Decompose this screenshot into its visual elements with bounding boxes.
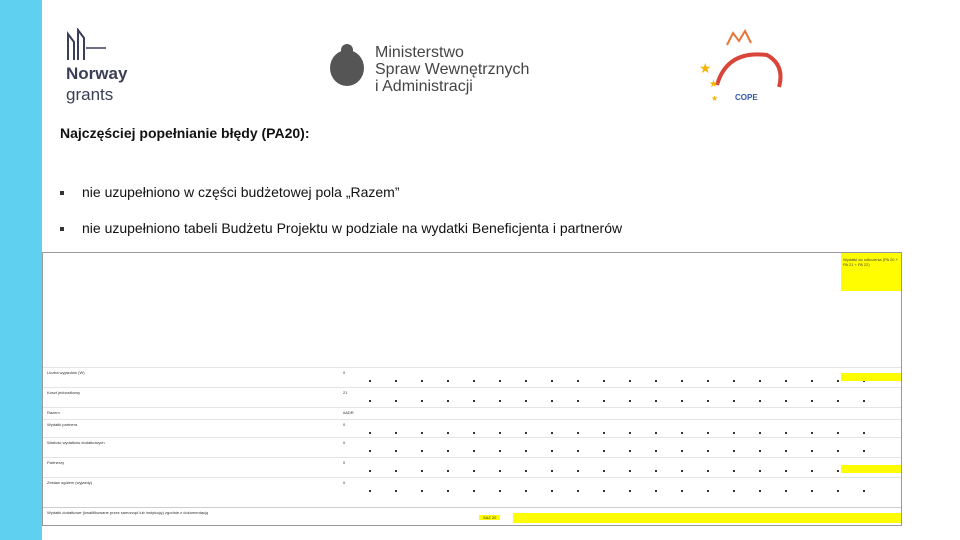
table-row: Wydatki partnera 0 xyxy=(43,419,901,430)
cell-marker xyxy=(759,450,761,452)
cell-marker xyxy=(473,432,475,434)
cell-marker xyxy=(681,450,683,452)
cell-marker xyxy=(421,400,423,402)
ministry-name: Ministerstwo Spraw Wewnętrznych i Administracji xyxy=(375,44,530,95)
table-row: Wartość wydatków dodatkowych 0 xyxy=(43,437,901,448)
cell-marker xyxy=(499,470,501,472)
svg-text:★: ★ xyxy=(711,94,719,103)
cell-marker xyxy=(395,380,397,382)
table-row: Liczba wyjazdów (W) 0 xyxy=(43,367,901,378)
cell-marker xyxy=(447,450,449,452)
cell-marker xyxy=(655,400,657,402)
cell-marker xyxy=(811,490,813,492)
cope-logo xyxy=(697,25,797,115)
cell-marker xyxy=(499,380,501,382)
eagle-emblem-icon xyxy=(327,40,367,90)
norway-logo-text: Norway xyxy=(66,64,128,83)
cell-marker xyxy=(733,400,735,402)
cell-marker xyxy=(577,470,579,472)
cell-marker xyxy=(369,432,371,434)
cell-marker xyxy=(369,490,371,492)
table-row: Razem #ADR xyxy=(43,407,901,418)
cell-marker xyxy=(811,400,813,402)
cell-marker xyxy=(577,432,579,434)
cell-marker xyxy=(655,450,657,452)
cell-marker xyxy=(395,432,397,434)
cell-marker xyxy=(421,470,423,472)
cell-marker xyxy=(681,380,683,382)
cell-marker xyxy=(629,432,631,434)
sheet-sidenote: Wydatki do odliczenia (PA 20 + PA 21 + PA 22) xyxy=(841,253,901,291)
cell-marker xyxy=(395,450,397,452)
cell-marker xyxy=(551,400,553,402)
cell-marker xyxy=(655,432,657,434)
cell-marker xyxy=(759,380,761,382)
cell-marker xyxy=(733,380,735,382)
cope-label: COPE xyxy=(735,93,758,102)
cell-marker xyxy=(837,470,839,472)
cell-marker xyxy=(785,432,787,434)
cell-marker xyxy=(655,470,657,472)
cell-marker xyxy=(863,490,865,492)
cell-marker xyxy=(447,380,449,382)
cell-marker xyxy=(733,470,735,472)
cell-marker xyxy=(421,380,423,382)
cell-marker xyxy=(629,470,631,472)
svg-text:★: ★ xyxy=(699,60,712,76)
cell-marker xyxy=(395,400,397,402)
cell-marker xyxy=(473,490,475,492)
cell-marker xyxy=(785,380,787,382)
cell-marker xyxy=(707,450,709,452)
cell-marker xyxy=(421,432,423,434)
cell-marker xyxy=(603,470,605,472)
table-row: Partnerzy 0 xyxy=(43,457,901,468)
cell-marker xyxy=(759,400,761,402)
svg-text:★: ★ xyxy=(709,79,718,90)
bullet-item: nie uzupełniono w części budżetowej pola „Razem” xyxy=(60,184,400,200)
ministry-logo xyxy=(327,40,567,100)
cell-marker xyxy=(447,432,449,434)
cell-marker xyxy=(551,490,553,492)
cell-marker xyxy=(369,450,371,452)
cell-marker xyxy=(759,490,761,492)
cell-marker xyxy=(863,450,865,452)
cell-marker xyxy=(447,400,449,402)
cell-marker xyxy=(421,490,423,492)
cell-marker xyxy=(577,450,579,452)
bullet-icon xyxy=(60,191,64,195)
cell-marker xyxy=(603,400,605,402)
cell-marker xyxy=(759,470,761,472)
cell-marker xyxy=(525,432,527,434)
table-row: Koszt jednostkowy 21 xyxy=(43,387,901,398)
cell-marker xyxy=(733,450,735,452)
cell-marker xyxy=(551,432,553,434)
cell-marker xyxy=(577,490,579,492)
cell-marker xyxy=(629,490,631,492)
bullet-icon xyxy=(60,227,64,231)
cell-marker xyxy=(785,450,787,452)
cell-marker xyxy=(421,450,423,452)
cell-marker xyxy=(525,380,527,382)
cell-marker xyxy=(785,470,787,472)
cell-marker xyxy=(369,380,371,382)
cell-marker xyxy=(785,400,787,402)
cell-marker xyxy=(395,470,397,472)
norway-grants-icon xyxy=(66,28,106,62)
cell-marker xyxy=(525,470,527,472)
table-row: Zestaw ogółem (wyjazdy) 0 xyxy=(43,477,901,488)
cell-marker xyxy=(473,470,475,472)
cell-marker xyxy=(473,450,475,452)
cell-marker xyxy=(837,400,839,402)
cell-marker xyxy=(707,432,709,434)
cell-marker xyxy=(525,450,527,452)
cell-marker xyxy=(655,380,657,382)
cell-marker xyxy=(811,470,813,472)
cell-marker xyxy=(811,432,813,434)
cell-marker xyxy=(525,400,527,402)
cell-marker xyxy=(603,432,605,434)
cell-marker xyxy=(369,470,371,472)
cell-marker xyxy=(499,400,501,402)
cell-marker xyxy=(837,490,839,492)
cell-marker xyxy=(577,380,579,382)
cell-marker xyxy=(681,470,683,472)
cell-marker xyxy=(837,432,839,434)
highlight-cell xyxy=(841,465,901,473)
cell-marker xyxy=(785,490,787,492)
cell-marker xyxy=(473,380,475,382)
cell-marker xyxy=(603,450,605,452)
cell-marker xyxy=(655,490,657,492)
cell-marker xyxy=(525,490,527,492)
logo-header xyxy=(42,0,960,120)
grants-logo-text: grants xyxy=(66,85,114,104)
cell-marker xyxy=(629,400,631,402)
cell-marker xyxy=(863,400,865,402)
cell-marker xyxy=(629,450,631,452)
cell-marker xyxy=(837,380,839,382)
cell-marker xyxy=(395,490,397,492)
cell-marker xyxy=(603,490,605,492)
cell-marker xyxy=(707,470,709,472)
cell-marker xyxy=(629,380,631,382)
cell-marker xyxy=(551,470,553,472)
table-footer-row: Wydatki dodatkowe (kwalifikowane przez samorząd lub instytucję) zgodnie z dokumentacją xyxy=(43,507,901,518)
cell-marker xyxy=(811,450,813,452)
bullet-item: nie uzupełniono tabeli Budżetu Projektu w podziale na wydatki Beneficjenta i partnerów xyxy=(60,220,622,236)
budget-spreadsheet-screenshot xyxy=(42,252,902,526)
cell-marker xyxy=(447,470,449,472)
cell-marker xyxy=(707,490,709,492)
highlight-cell xyxy=(841,373,901,381)
norway-grants-logo xyxy=(66,28,156,108)
cell-marker xyxy=(707,380,709,382)
cell-marker xyxy=(863,432,865,434)
cell-marker xyxy=(499,450,501,452)
cell-marker xyxy=(681,432,683,434)
cell-marker xyxy=(577,400,579,402)
cell-marker xyxy=(551,380,553,382)
cell-marker xyxy=(733,432,735,434)
total-label: SAZ 20 xyxy=(479,515,500,520)
cell-marker xyxy=(473,400,475,402)
cell-marker xyxy=(837,450,839,452)
cell-marker xyxy=(811,380,813,382)
cell-marker xyxy=(499,432,501,434)
cell-marker xyxy=(759,432,761,434)
cell-marker xyxy=(369,400,371,402)
slide xyxy=(42,0,960,540)
page-title: Najczęściej popełnianie błędy (PA20): xyxy=(60,125,310,141)
cell-marker xyxy=(707,400,709,402)
cell-marker xyxy=(447,490,449,492)
cell-marker xyxy=(681,400,683,402)
cell-marker xyxy=(733,490,735,492)
cell-marker xyxy=(499,490,501,492)
cell-marker xyxy=(603,380,605,382)
cell-marker xyxy=(681,490,683,492)
cell-marker xyxy=(551,450,553,452)
